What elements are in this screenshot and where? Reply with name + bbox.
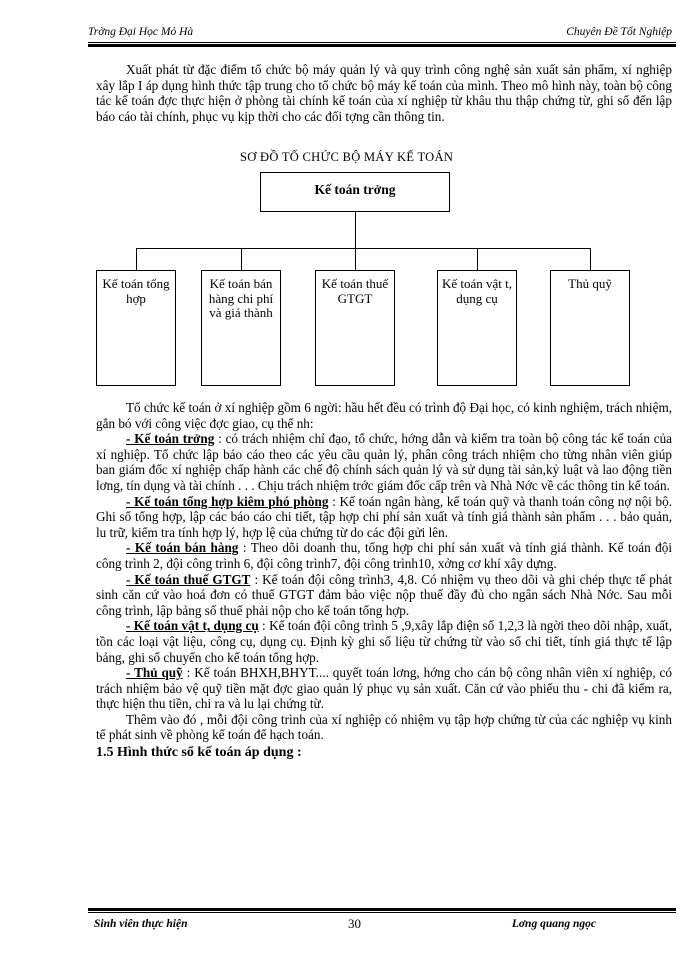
box-ke-toan-tong-hop: Kế toán tổng hợp [96, 270, 176, 386]
section-heading: 1.5 Hình thức sổ kế toán áp dụng : [96, 745, 302, 761]
diagram-top-box: Kế toán trởng [260, 172, 450, 212]
connector-drop-2 [241, 248, 242, 270]
connector-horizontal [136, 248, 590, 249]
header-rule-thin [88, 42, 676, 43]
description-block [96, 400, 672, 761]
connector-drop-5 [590, 248, 591, 270]
para-staff-intro: Tổ chức kế toán ở xí nghiệp gồm 6 ngời: hầu hết đều có trình độ Đại học, có kinh nghiệm, trách nhiệm, gắn bó với công việc đợc giao, cụ thể nh: [96, 400, 672, 431]
header-rule-thick [88, 44, 676, 47]
para-ke-toan-truong: - Kế toán trởng : có trách nhiệm chỉ đạo, tổ chức, hớng dẫn và kiểm tra toàn bộ công tác kế toán của xí nghiệp. Tổ chức lập báo cáo theo các yêu cầu quản lý, phân công trách nhiệm cho từng nhân viên giúp ban giám đốc xí nghiệp chấp hành các chế độ chính sách quản lý và sử dụng tài sản,kỷ luật và lao động tiền lơng, tín dụng và tài chính . . . Chịu trách nhiệm trớc giám đốc cấp trên và Nhà Nớc về các thông tin kế toán. [96, 431, 673, 493]
box-ke-toan-thue: Kế toán thuế GTGT [315, 270, 395, 386]
para-cong-trinh: Thêm vào đó , mỗi đội công trình của xí nghiệp có nhiệm vụ tập hợp chứng từ của các nghiệp vụ kinh tế phát sinh về phòng kế toán để hạch toán. [96, 711, 672, 743]
para-thu-quy: - Thủ quỹ : Kế toán BHXH,BHYT.... quyết toán lơng, hớng cho cán bộ công nhân viên xí nghiệp, có trách nhiệm bảo vệ quỹ tiền mặt đợc giao quản lý phục vụ sản xuất. Căn cứ vào phiếu thu - chi đã kiểm ra, thực hiện thu tiền, chi ra và lu lại chứng từ. [96, 665, 672, 712]
para-ke-toan-ban-hang: - Kế toán bán hàng : Theo dõi doanh thu, tổng hợp chi phí sản xuất và tính giá thành. Kế toán đội công trình 2, đội công trình 6, đội công trình7, đội công trình10, xởng cơ khí xây dựng. [96, 540, 672, 571]
footer-rule-thick [88, 908, 676, 911]
page-number: 30 [348, 916, 361, 931]
page-footer [88, 912, 676, 934]
page-header [88, 24, 676, 42]
para-ke-toan-vat-tu: - Kế toán vật t, dụng cụ : Kế toán đội công trình 5 ,9,xây lắp điện số 1,2,3 là ngời theo dõi nhập, xuất, tồn các loại vật liệu, công cụ, dụng cụ. Định kỳ ghi số liệu từ chứng từ vào sổ chi tiết, tính giá thực tế lập bảng, ghi sổ chuyển cho kế toán tổng hợp. [96, 618, 672, 665]
intro-paragraph: Xuất phát từ đặc điểm tổ chức bộ máy quản lý và quy trình công nghệ sản xuất sản phẩm, xí nghiệp xây lắp I áp dụng hình thức tập trung cho tổ chức bộ máy kế toán của mình. Theo mô hình này, toàn bộ công tác kế toán đợc thực hiện ở phòng tài chính kế toán của xí nghiệp từ khâu thu thập chứng từ, ghi sổ đến lập báo cáo tài chính, phục vụ kịp thời cho các đối tợng cần thông tin. [96, 62, 672, 124]
footer-left: Sinh viên thực hiện [94, 918, 188, 930]
box-ke-toan-vat-tu: Kế toán vật t, dụng cụ [437, 270, 517, 386]
intro-block [96, 62, 672, 124]
connector-vertical-main [355, 212, 356, 249]
box-ke-toan-ban-hang: Kế toán bán hàng chi phí và giá thành [201, 270, 281, 386]
header-left: Trờng Đại Học Mỏ Hà [88, 26, 194, 38]
header-right: Chuyên Đề Tốt Nghiệp [566, 26, 672, 38]
footer-right: Lơng quang ngọc [511, 918, 596, 930]
para-ke-toan-thue: - Kế toán thuế GTGT : Kế toán đội công trình3, 4,8. Có nhiệm vụ theo dõi và ghi chép thực tế phát sinh căn cứ vào hoá đơn có thuế GTGT đảm bảo việc nộp thuế đầy đủ cho ngân sách Nhà Nớc. Sau mỗi công trình, lập bảng số thuế phải nộp cho kế toán tổng hợp. [96, 571, 672, 618]
diagram-title: SƠ ĐỒ TỔ CHỨC BỘ MÁY KẾ TOÁN [240, 150, 454, 164]
connector-drop-3 [355, 248, 356, 270]
para-ke-toan-tong-hop: - Kế toán tổng hợp kiêm phó phòng : Kế toán ngân hàng, kế toán quỹ và thanh toán công nợ nội bộ. Ghi sổ tổng hợp, lập các báo cáo chi tiết, tập hợp chi phí sản xuất và tính giá thành sản phẩm . . . bảo quản, lu trữ, kiểm tra tính hợp lý, hợp lệ của chứng từ do các đội gửi lên. [96, 493, 673, 540]
connector-drop-1 [136, 248, 137, 270]
connector-drop-4 [477, 248, 478, 270]
box-thu-quy: Thủ quỹ [550, 270, 630, 386]
